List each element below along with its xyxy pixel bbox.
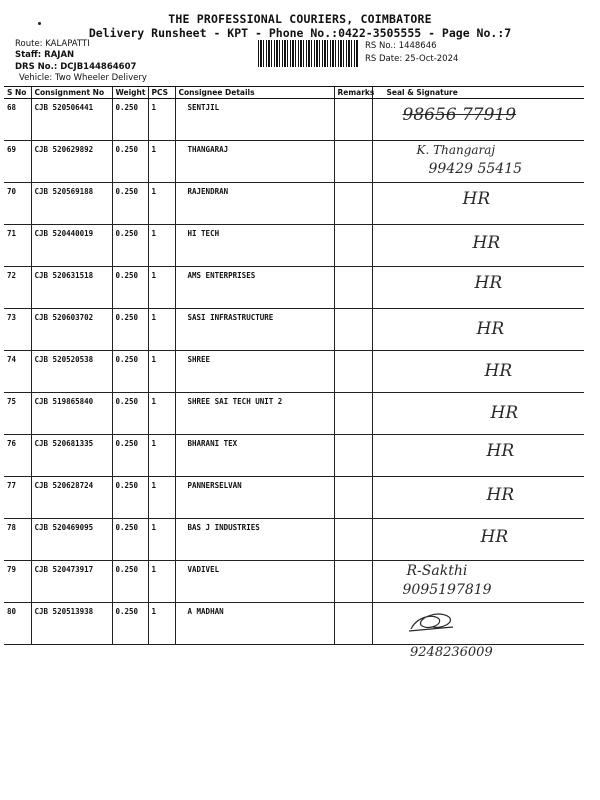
pcs-cell: 1 bbox=[148, 393, 175, 435]
initials-handwriting: HR bbox=[462, 189, 491, 209]
signature-handwriting: K. Thangaraj bbox=[416, 143, 496, 157]
runsheet-subtitle: Delivery Runsheet - KPT - Phone No.:0422-3505555 - Page No.:7 bbox=[88, 26, 512, 40]
initials-handwriting: HR bbox=[480, 527, 509, 547]
table-row bbox=[4, 309, 584, 351]
initials-handwriting: HR bbox=[486, 485, 515, 505]
consignment-cell: CJB 520681335 bbox=[31, 435, 112, 477]
sno-cell: 73 bbox=[4, 309, 31, 351]
sno-cell: 78 bbox=[4, 519, 31, 561]
weight-cell: 0.250 bbox=[112, 561, 148, 603]
table-row bbox=[4, 603, 584, 645]
weight-cell: 0.250 bbox=[112, 519, 148, 561]
pcs-cell: 1 bbox=[148, 183, 175, 225]
weight-cell: 0.250 bbox=[112, 435, 148, 477]
consignee-cell: HI TECH bbox=[175, 225, 334, 267]
signature-cell bbox=[372, 351, 584, 393]
pcs-cell: 1 bbox=[148, 309, 175, 351]
pcs-cell: 1 bbox=[148, 603, 175, 645]
signature-cell bbox=[372, 519, 584, 561]
sno-cell: 71 bbox=[4, 225, 31, 267]
pcs-cell: 1 bbox=[148, 141, 175, 183]
col-weight: Weight bbox=[112, 87, 148, 99]
signature-handwriting: 98656 77919 bbox=[402, 105, 517, 125]
scribble-signature bbox=[403, 603, 463, 637]
weight-cell: 0.250 bbox=[112, 393, 148, 435]
table-header-row bbox=[4, 87, 584, 99]
drs-label: DRS No.: bbox=[15, 62, 58, 72]
sno-cell: 76 bbox=[4, 435, 31, 477]
pcs-cell: 1 bbox=[148, 225, 175, 267]
col-remarks: Remarks bbox=[334, 87, 372, 99]
signature-cell bbox=[372, 309, 584, 351]
handwritten-phone-below: 9248236009 bbox=[410, 645, 493, 660]
sno-cell: 72 bbox=[4, 267, 31, 309]
signature-cell bbox=[372, 561, 584, 603]
signature-cell bbox=[372, 435, 584, 477]
table-row bbox=[4, 519, 584, 561]
remarks-cell bbox=[334, 519, 372, 561]
remarks-cell bbox=[334, 225, 372, 267]
phone-handwriting: 9095197819 bbox=[402, 582, 492, 598]
sno-cell: 70 bbox=[4, 183, 31, 225]
pcs-cell: 1 bbox=[148, 477, 175, 519]
remarks-cell bbox=[334, 309, 372, 351]
signature-cell bbox=[372, 267, 584, 309]
sno-cell: 80 bbox=[4, 603, 31, 645]
signature-cell bbox=[372, 99, 584, 141]
consignee-cell: AMS ENTERPRISES bbox=[175, 267, 334, 309]
consignee-cell: A MADHAN bbox=[175, 603, 334, 645]
table-row bbox=[4, 225, 584, 267]
vehicle-label: Vehicle: Two Wheeler Delivery bbox=[19, 73, 147, 83]
rs-date: RS Date: 25-Oct-2024 bbox=[365, 54, 459, 64]
pcs-cell: 1 bbox=[148, 561, 175, 603]
signature-cell bbox=[372, 477, 584, 519]
consignee-cell: BHARANI TEX bbox=[175, 435, 334, 477]
route-label: Route: KALAPATTI bbox=[15, 39, 90, 49]
weight-cell: 0.250 bbox=[112, 141, 148, 183]
drs-number bbox=[15, 62, 136, 72]
remarks-cell bbox=[334, 99, 372, 141]
consignment-cell: CJB 520629892 bbox=[31, 141, 112, 183]
col-signature: Seal & Signature bbox=[372, 87, 584, 99]
consignment-cell: CJB 520513938 bbox=[31, 603, 112, 645]
remarks-cell bbox=[334, 435, 372, 477]
initials-handwriting: HR bbox=[474, 273, 503, 293]
consignment-cell: CJB 520603702 bbox=[31, 309, 112, 351]
consignment-cell: CJB 520506441 bbox=[31, 99, 112, 141]
consignment-cell: CJB 520469095 bbox=[31, 519, 112, 561]
sno-cell: 69 bbox=[4, 141, 31, 183]
consignment-cell: CJB 520473917 bbox=[31, 561, 112, 603]
consignee-cell: THANGARAJ bbox=[175, 141, 334, 183]
signature-handwriting: R-Sakthi bbox=[406, 563, 468, 579]
consignment-cell: CJB 520569188 bbox=[31, 183, 112, 225]
runsheet-table bbox=[4, 86, 584, 645]
consignee-cell: PANNERSELVAN bbox=[175, 477, 334, 519]
remarks-cell bbox=[334, 267, 372, 309]
remarks-cell bbox=[334, 603, 372, 645]
barcode bbox=[258, 40, 358, 67]
consignee-cell: RAJENDRAN bbox=[175, 183, 334, 225]
initials-handwriting: HR bbox=[472, 233, 501, 253]
sno-cell: 75 bbox=[4, 393, 31, 435]
remarks-cell bbox=[334, 351, 372, 393]
sno-cell: 77 bbox=[4, 477, 31, 519]
pcs-cell: 1 bbox=[148, 519, 175, 561]
table-row bbox=[4, 477, 584, 519]
consignment-cell: CJB 519865840 bbox=[31, 393, 112, 435]
rs-number: RS No.: 1448646 bbox=[365, 41, 437, 51]
consignee-cell: BAS J INDUSTRIES bbox=[175, 519, 334, 561]
col-consignment: Consignment No bbox=[31, 87, 112, 99]
weight-cell: 0.250 bbox=[112, 351, 148, 393]
weight-cell: 0.250 bbox=[112, 477, 148, 519]
table-row bbox=[4, 141, 584, 183]
weight-cell: 0.250 bbox=[112, 603, 148, 645]
consignee-cell: SHREE SAI TECH UNIT 2 bbox=[175, 393, 334, 435]
weight-cell: 0.250 bbox=[112, 267, 148, 309]
weight-cell: 0.250 bbox=[112, 99, 148, 141]
pcs-cell: 1 bbox=[148, 351, 175, 393]
consignment-cell: CJB 520440019 bbox=[31, 225, 112, 267]
signature-cell bbox=[372, 141, 584, 183]
remarks-cell bbox=[334, 393, 372, 435]
table-row bbox=[4, 351, 584, 393]
remarks-cell bbox=[334, 141, 372, 183]
consignment-cell: CJB 520520538 bbox=[31, 351, 112, 393]
table-row bbox=[4, 267, 584, 309]
signature-cell bbox=[372, 393, 584, 435]
initials-handwriting: HR bbox=[486, 441, 515, 461]
initials-handwriting: HR bbox=[490, 403, 519, 423]
signature-cell bbox=[372, 183, 584, 225]
signature-cell bbox=[372, 225, 584, 267]
initials-handwriting: HR bbox=[476, 319, 505, 339]
drs-value: DCJB144864607 bbox=[60, 62, 137, 72]
table-row bbox=[4, 183, 584, 225]
consignee-cell: SASI INFRASTRUCTURE bbox=[175, 309, 334, 351]
pcs-cell: 1 bbox=[148, 267, 175, 309]
remarks-cell bbox=[334, 561, 372, 603]
table-row bbox=[4, 435, 584, 477]
consignment-cell: CJB 520628724 bbox=[31, 477, 112, 519]
pcs-cell: 1 bbox=[148, 435, 175, 477]
weight-cell: 0.250 bbox=[112, 183, 148, 225]
consignee-cell: VADIVEL bbox=[175, 561, 334, 603]
col-consignee: Consignee Details bbox=[175, 87, 334, 99]
company-title: THE PROFESSIONAL COURIERS, COIMBATORE bbox=[168, 12, 432, 26]
table-row bbox=[4, 99, 584, 141]
consignee-cell: SHREE bbox=[175, 351, 334, 393]
table-row bbox=[4, 393, 584, 435]
signature-cell bbox=[372, 603, 584, 645]
sno-cell: 68 bbox=[4, 99, 31, 141]
remarks-cell bbox=[334, 477, 372, 519]
staff-label: Staff: RAJAN bbox=[15, 50, 75, 60]
col-pcs: PCS bbox=[148, 87, 175, 99]
weight-cell: 0.250 bbox=[112, 309, 148, 351]
remarks-cell bbox=[334, 183, 372, 225]
consignment-cell: CJB 520631518 bbox=[31, 267, 112, 309]
weight-cell: 0.250 bbox=[112, 225, 148, 267]
col-sno: S No bbox=[4, 87, 31, 99]
table-row bbox=[4, 561, 584, 603]
consignee-cell: SENTJIL bbox=[175, 99, 334, 141]
initials-handwriting: HR bbox=[484, 361, 513, 381]
pcs-cell: 1 bbox=[148, 99, 175, 141]
sno-cell: 79 bbox=[4, 561, 31, 603]
phone-handwriting: 99429 55415 bbox=[428, 161, 523, 177]
sno-cell: 74 bbox=[4, 351, 31, 393]
